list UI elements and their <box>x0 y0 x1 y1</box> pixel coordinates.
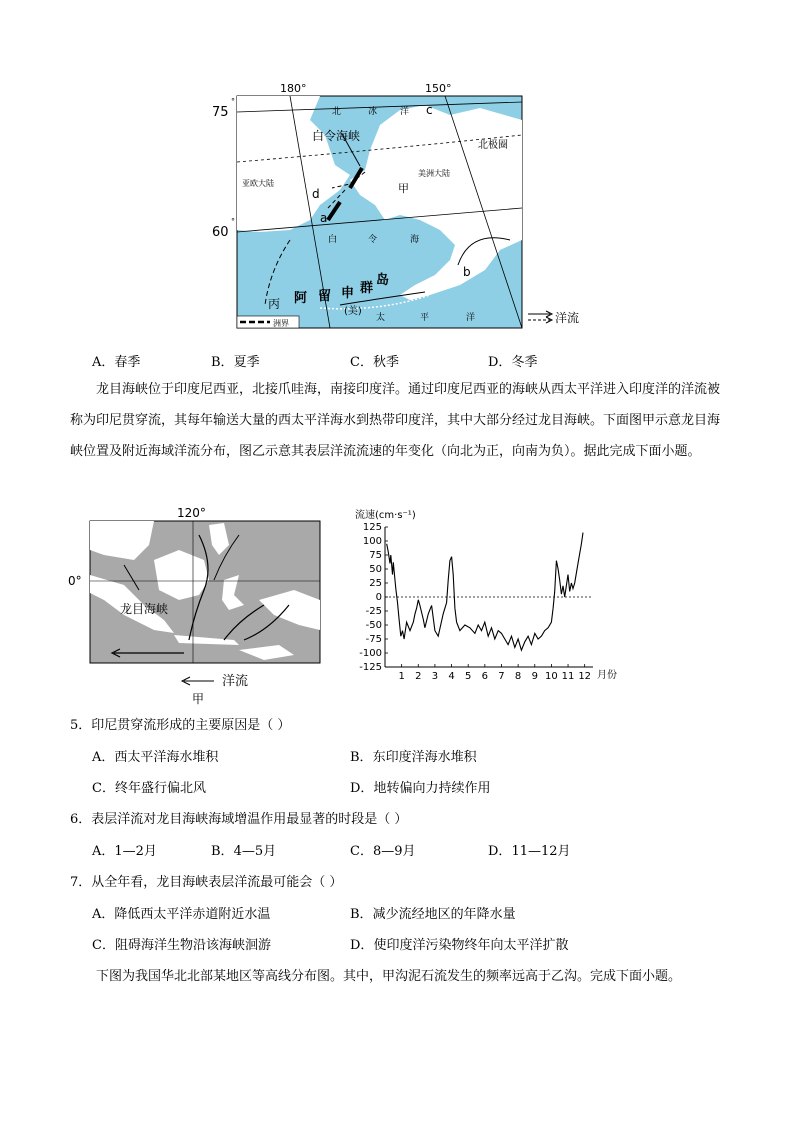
option-letter: C． <box>92 781 115 796</box>
y-axis-label: 流速(cm·s⁻¹) <box>355 510 416 521</box>
bing-label: 丙 <box>268 297 281 311</box>
q6-stem: 6．表层洋流对龙目海峡海域增温作用最显著的时段是（ ） <box>70 812 408 827</box>
equator-label: 0° <box>68 574 82 588</box>
bering-sea-2: 令 <box>368 235 378 245</box>
x-axis-label: 月份 <box>597 670 617 681</box>
option-text: 4—5月 <box>233 844 277 859</box>
legend-label: 洋流 <box>222 674 249 689</box>
x-tick-label: 2 <box>415 671 422 682</box>
label-a: a <box>320 211 328 225</box>
q4-option-a[interactable] <box>92 351 140 370</box>
flow-speed-chart <box>345 505 645 685</box>
option-letter: C． <box>350 844 373 859</box>
option-letter: B． <box>211 355 234 370</box>
option-text: 西太平洋海水堆积 <box>114 750 219 765</box>
q7-option-b[interactable] <box>350 903 516 922</box>
option-letter: C． <box>92 938 115 953</box>
label-d: d <box>312 187 320 201</box>
option-text: 减少流经地区的年降水量 <box>372 907 516 922</box>
option-letter: D． <box>488 355 512 370</box>
lat-60-deg: ° <box>231 217 235 226</box>
option-letter: D． <box>350 781 374 796</box>
legend-current-label: 洋流 <box>555 311 580 325</box>
intro2-paragraph: 下图为我国华北北部某地区等高线分布图。其中，甲沟泥石流发生的频率远高于乙沟。完成下面小题。 <box>96 969 682 984</box>
option-text: 秋季 <box>372 355 399 370</box>
lon-120-label: 120° <box>177 506 206 520</box>
q7-option-c[interactable] <box>92 934 271 953</box>
x-tick-label: 1 <box>398 671 405 682</box>
q4-option-c[interactable] <box>350 351 399 370</box>
y-tick-label: 75 <box>369 550 382 561</box>
strait-label: 白令海峡 <box>312 129 361 143</box>
bering-sea-3: 海 <box>410 235 420 245</box>
x-tick-label: 3 <box>431 671 439 682</box>
option-letter: A． <box>92 844 115 859</box>
q6-option-a[interactable] <box>92 840 157 859</box>
bering-map-svg <box>200 80 600 336</box>
y-tick-label: 100 <box>362 536 382 547</box>
intro-paragraph: 龙目海峡位于印度尼西亚，北接爪哇海，南接印度洋。通过印度尼西亚的海峡从西太平洋进入印度洋的洋流被称为印尼贯穿流，其每年输送大量的西太平洋海水到热带印度洋，其中大部分经过龙目海峡。下面图甲示意龙目海峡位置及附近海域洋流分布，图乙示意其表层洋流流速的年变化（向北为正，向南为负）。据此完成下面小题。 <box>70 382 721 459</box>
y-tick-label: 25 <box>369 578 382 589</box>
q5-option-a[interactable] <box>92 746 218 765</box>
aleutian-3: 申 <box>341 286 355 301</box>
pacific-2: 平 <box>420 313 430 323</box>
lat-60-label: 60 <box>212 225 229 240</box>
chart-layer <box>359 522 593 682</box>
x-tick-label: 10 <box>545 671 558 682</box>
x-tick-label: 5 <box>465 671 472 682</box>
y-tick-label: 125 <box>362 522 382 533</box>
map-caption: 甲 <box>192 692 205 705</box>
y-tick-label: -100 <box>359 648 382 659</box>
x-tick-label: 12 <box>578 671 592 682</box>
y-tick-label: 50 <box>369 564 382 575</box>
option-text: 11—12月 <box>511 844 571 859</box>
label-b: b <box>463 265 471 279</box>
option-text: 阻碍海洋生物沿该海峡洄游 <box>114 938 271 953</box>
arctic-ocean-1: 北 <box>332 107 342 117</box>
lat-75-label: 75 <box>212 105 229 120</box>
lombok-map-svg <box>64 505 334 705</box>
bering-map <box>200 80 600 336</box>
y-tick-label: -125 <box>359 662 382 673</box>
pacific-1: 太 <box>376 313 386 323</box>
arctic-circle-label: 北极圈 <box>478 140 508 151</box>
aleutian-5: 岛 <box>376 273 390 288</box>
option-text: 春季 <box>114 355 141 370</box>
option-text: 冬季 <box>511 355 538 370</box>
q6-option-d[interactable] <box>488 840 571 859</box>
option-text: 使印度洋污染物终年向太平洋扩散 <box>373 938 569 953</box>
bering-sea-1: 白 <box>328 235 338 245</box>
option-letter: B． <box>350 907 373 922</box>
lat-75-deg: ° <box>231 97 235 106</box>
y-tick-label: 0 <box>375 592 382 603</box>
option-letter: D． <box>350 938 374 953</box>
q7-option-a[interactable] <box>92 903 270 922</box>
q5-option-b[interactable] <box>350 746 477 765</box>
aleutian-1: 阿 <box>294 291 308 306</box>
x-tick-label: 9 <box>531 671 538 682</box>
option-text: 地转偏向力持续作用 <box>373 781 491 796</box>
q7-option-d[interactable] <box>350 934 568 953</box>
y-tick-label: -25 <box>365 606 382 617</box>
aleutian-2: 留 <box>318 289 332 304</box>
option-text: 降低西太平洋赤道附近水温 <box>114 907 271 922</box>
q5-option-c[interactable] <box>92 777 206 796</box>
q5-option-d[interactable] <box>350 777 490 796</box>
option-text: 夏季 <box>233 355 260 370</box>
y-tick-label: -75 <box>365 634 382 645</box>
q7-stem: 7．从全年看，龙目海峡表层洋流最可能会（ ） <box>70 875 343 890</box>
lon-150-label: 150° <box>425 82 452 95</box>
america-label: 美洲大陆 <box>418 169 450 178</box>
flow-speed-line <box>387 533 583 651</box>
legend-boundary-label: 洲界 <box>273 319 289 328</box>
x-tick-label: 11 <box>561 671 575 682</box>
pacific-3: 洋 <box>466 313 476 323</box>
us-label: (美) <box>344 306 362 317</box>
arctic-ocean-3: 洋 <box>400 107 410 117</box>
option-letter: A． <box>92 750 115 765</box>
x-tick-label: 8 <box>514 671 522 682</box>
q6-option-c[interactable] <box>350 840 416 859</box>
x-tick-label: 7 <box>498 671 505 682</box>
eurasia-label: 亚欧大陆 <box>242 179 274 188</box>
x-tick-label: 4 <box>448 671 455 682</box>
option-text: 东印度洋海水堆积 <box>372 750 477 765</box>
x-tick-label: 6 <box>481 671 489 682</box>
jia-label: 甲 <box>398 182 409 195</box>
option-letter: C． <box>350 355 373 370</box>
q4-option-d[interactable] <box>488 351 537 370</box>
q6-option-b[interactable] <box>211 840 276 859</box>
y-tick-label: -50 <box>365 620 382 631</box>
option-letter: B． <box>211 844 234 859</box>
q5-stem: 5．印尼贯穿流形成的主要原因是（ ） <box>70 718 291 733</box>
option-letter: A． <box>92 907 115 922</box>
option-text: 1—2月 <box>114 844 157 859</box>
flow-speed-chart-svg <box>345 505 645 685</box>
option-text: 终年盛行偏北风 <box>114 781 206 796</box>
lombok-strait-label: 龙目海峡 <box>120 602 169 616</box>
lombok-map <box>64 505 334 705</box>
option-letter: B． <box>350 750 373 765</box>
arctic-ocean-2: 冰 <box>368 107 378 117</box>
q4-option-b[interactable] <box>211 351 260 370</box>
option-letter: A． <box>92 355 115 370</box>
aleutian-4: 群 <box>360 281 374 296</box>
option-letter: D． <box>488 844 512 859</box>
label-c: c <box>426 103 433 117</box>
lon-180-label: 180° <box>280 82 307 95</box>
option-text: 8—9月 <box>372 844 416 859</box>
